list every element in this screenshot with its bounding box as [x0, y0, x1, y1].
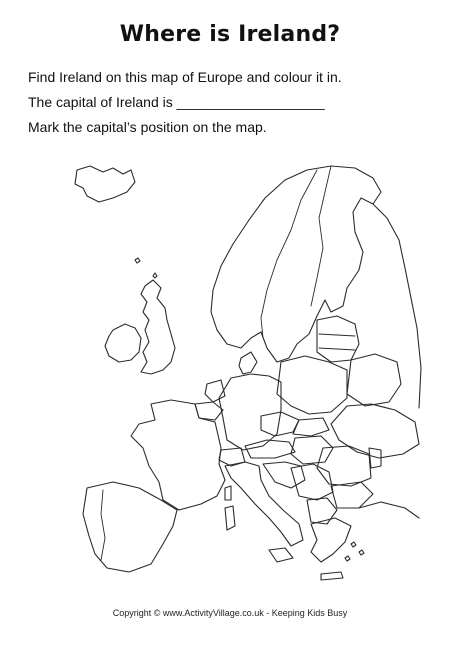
baltic-states-outline [317, 316, 359, 362]
estonia-latvia-border [319, 334, 355, 336]
ukraine-outline [331, 404, 419, 458]
poland-outline [277, 356, 347, 414]
ireland-outline [105, 324, 141, 362]
italy-outline [225, 462, 303, 546]
norway-sweden-border [261, 170, 317, 338]
latvia-lithuania-border [319, 348, 355, 350]
iberian-peninsula-outline [83, 482, 177, 572]
netherlands-outline [205, 380, 225, 402]
crete-outline [321, 572, 343, 580]
slovakia-outline [293, 418, 329, 436]
romania-outline [317, 446, 371, 486]
copyright-footer: Copyright © www.ActivityVillage.co.uk - Keeping Kids Busy [112, 608, 348, 618]
hungary-outline [291, 436, 333, 464]
russia-west-outline [373, 204, 421, 408]
spain-portugal-border [101, 490, 105, 560]
albania-macedonia-outline [307, 498, 337, 524]
sicily-outline [269, 548, 293, 562]
great-britain-outline [141, 280, 175, 374]
germany-outline [219, 374, 281, 450]
austria-outline [245, 440, 295, 458]
belarus-outline [347, 354, 401, 406]
denmark-outline [239, 352, 257, 374]
europe-outline-map [55, 148, 425, 583]
sweden-finland-border [311, 166, 331, 306]
france-outline [131, 400, 225, 510]
instruction-capital-blank: The capital of Ireland is ___________________ [28, 94, 325, 110]
slovenia-croatia-outline [263, 462, 305, 488]
aegean-island-3 [345, 556, 350, 561]
iceland-outline [75, 166, 135, 202]
scandinavia-outline [211, 166, 381, 362]
sardinia-outline [225, 506, 235, 530]
greece-outline [311, 518, 351, 562]
corsica-outline [225, 486, 231, 500]
shetland-islands-outline [153, 273, 157, 278]
instruction-find-ireland: Find Ireland on this map of Europe and colour it in. [28, 69, 342, 85]
bosnia-serbia-outline [291, 464, 333, 500]
aegean-island-2 [359, 550, 364, 555]
turkey-west-outline [359, 502, 419, 518]
aegean-island-1 [351, 542, 356, 547]
instruction-mark-capital: Mark the capital’s position on the map. [28, 119, 267, 135]
worksheet-title: Where is Ireland? [119, 22, 341, 47]
faroe-islands-outline [135, 258, 140, 263]
